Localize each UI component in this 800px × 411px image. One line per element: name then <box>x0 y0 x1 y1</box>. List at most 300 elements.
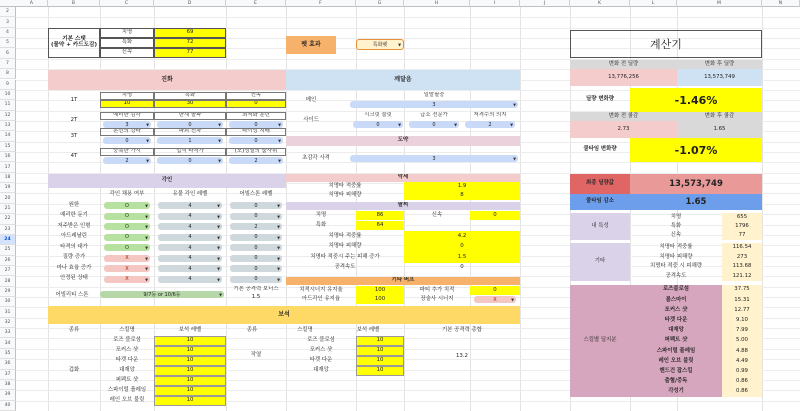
chevron-down-icon: ▼ <box>277 234 280 240</box>
chevron-down-icon: ▼ <box>145 245 148 250</box>
gem-level-value[interactable]: 10 <box>356 356 404 366</box>
buff-value[interactable]: 100 <box>356 286 404 295</box>
evolution-node-value: 2 <box>254 157 258 164</box>
row-header-30[interactable]: 30 <box>0 297 16 307</box>
chevron-down-icon: ▼ <box>146 122 149 127</box>
before-cool-label: 변화 전 쿨감 <box>570 112 677 121</box>
gem-level-value[interactable]: 10 <box>356 336 404 346</box>
relic-level-value: 4 <box>188 234 192 240</box>
skill-share-name: 레인 오브 불릿 <box>630 356 722 366</box>
etc-stat-value: 121.12 <box>722 272 762 282</box>
engraving-use-value: X <box>125 276 129 282</box>
bracelet-stat-label: 치명타 피해량 <box>328 243 362 250</box>
gem-level-value[interactable]: 10 <box>356 366 404 376</box>
engraving-use-value: O <box>125 213 129 219</box>
side-node-name: 시크릿 불릿 <box>364 112 392 119</box>
chevron-down-icon: ▼ <box>146 138 149 143</box>
evolution-node-select[interactable] <box>229 137 283 144</box>
evolution-node-name: (포)정열의 춤사위 <box>226 148 286 156</box>
relic-level-select[interactable] <box>158 202 222 209</box>
skill-share-name: 핸드건 잡스킬 <box>630 367 722 377</box>
main-node-select[interactable] <box>350 101 518 108</box>
row-header-26[interactable]: 26 <box>0 256 16 266</box>
bracelet-stat-value[interactable]: 0 <box>460 264 464 271</box>
row-header-6[interactable]: 6 <box>0 48 16 58</box>
chevron-down-icon: ▼ <box>217 203 220 208</box>
engraving-use-value: X <box>125 255 129 261</box>
row-header-3[interactable]: 3 <box>0 17 16 27</box>
evolution-node-select[interactable] <box>157 137 223 144</box>
my-stat-label: 신속 <box>670 231 682 238</box>
skill-share-name: 출혈/중독 <box>630 377 722 387</box>
row-header-13[interactable]: 13 <box>0 121 16 131</box>
evolution-node-select[interactable] <box>157 157 223 164</box>
gem-skill-name: 로즈 블로섬 <box>113 337 141 344</box>
row-header-34[interactable]: 34 <box>0 338 16 348</box>
gem-type-label: 겁화 <box>68 367 80 374</box>
gem-level-value[interactable]: 10 <box>154 396 226 406</box>
stone-level-select[interactable] <box>230 276 282 283</box>
bracelet-crit-value[interactable]: 86 <box>356 211 404 220</box>
chevron-down-icon: ▼ <box>217 213 220 219</box>
evolution-node-value: 1 <box>188 137 192 144</box>
skill-share-value: 12.77 <box>722 305 762 315</box>
etc-stat-label: 치명타 피해량 <box>659 253 693 260</box>
cooldown-reduction-label: 쿨타임 감소 <box>570 194 630 210</box>
accessory-stat-value[interactable]: 8 <box>404 191 520 200</box>
chevron-down-icon: ▼ <box>513 156 516 161</box>
stone-level-value: 0 <box>254 234 258 240</box>
evolution-node-select[interactable] <box>229 121 283 128</box>
engraving-use-select[interactable] <box>104 276 150 283</box>
row-header-27[interactable]: 27 <box>0 266 16 276</box>
engraving-use-value: O <box>125 234 129 240</box>
relic-level-select[interactable] <box>158 223 222 230</box>
stone-level-value: 0 <box>254 244 258 251</box>
gem-level-value[interactable]: 10 <box>154 336 226 346</box>
row-header-12[interactable]: 12 <box>0 111 16 121</box>
skill-share-value: 4.88 <box>722 346 762 356</box>
chevron-down-icon: ▼ <box>278 138 281 143</box>
gem-level-value[interactable]: 10 <box>154 386 226 396</box>
enlightenment-header: 깨달음 <box>286 70 520 90</box>
stone-level-select[interactable] <box>230 223 282 230</box>
my-stats-label: 내 특성 <box>570 213 630 240</box>
engraving-use-select[interactable] <box>104 265 150 272</box>
evolution-node-name: 파괴 전차 <box>154 128 226 136</box>
etc-stats-label: 기타 <box>570 243 630 281</box>
gem-column-header: 보석 레벨 <box>356 326 380 333</box>
row-header-14[interactable]: 14 <box>0 131 16 141</box>
evolution-node-name: 뭉툭한 가시 <box>100 148 154 156</box>
evolution-node-select[interactable] <box>103 137 151 144</box>
chevron-down-icon: ▼ <box>145 224 148 229</box>
row-header-24[interactable]: 24 <box>0 235 16 245</box>
row-header-8[interactable]: 8 <box>0 69 16 79</box>
evolution-node-name: 한계 돌파 <box>154 112 226 120</box>
main-node-name: 일발필중 <box>423 92 445 99</box>
leap-level-select[interactable] <box>350 155 518 162</box>
base-stat-value: 77 <box>154 48 226 58</box>
grid-line <box>762 7 763 411</box>
gem-column-header: 스킬명 <box>119 326 135 333</box>
column-header-i[interactable]: I <box>470 0 520 7</box>
engraving-name: 안정된 상태 <box>60 275 88 282</box>
chevron-down-icon: ▼ <box>145 203 148 208</box>
gem-total-value: 13.2 <box>455 352 468 359</box>
row-header-10[interactable]: 10 <box>0 90 16 100</box>
chevron-down-icon: ▼ <box>145 266 148 271</box>
evolution-node-value: 2 <box>125 157 129 164</box>
engraving-use-value: O <box>125 244 129 251</box>
evolution-node-name: 타이밍 지배 <box>226 128 286 136</box>
engraving-column-header: 각인 채용 여부 <box>109 190 145 197</box>
before-deal-value: 13,776,256 <box>570 69 677 86</box>
evolution-node-value: 0 <box>254 137 258 144</box>
bracelet-stat-value[interactable]: 1.5 <box>404 252 520 263</box>
chevron-down-icon: ▼ <box>277 276 280 282</box>
row-header-4[interactable]: 4 <box>0 28 16 38</box>
stone-level-select[interactable] <box>230 265 282 272</box>
engraving-column-header: 유물 각인 레벨 <box>172 190 208 197</box>
skill-share-name: 볼스마이 <box>630 295 722 305</box>
bracelet-stat-value[interactable]: 4.2 <box>404 231 520 242</box>
row-header-35[interactable]: 35 <box>0 349 16 359</box>
evolution-node-value: 3 <box>125 121 129 128</box>
chevron-down-icon: ▼ <box>454 122 457 127</box>
accessory-header: 악세 <box>286 174 520 182</box>
base-stat-label: 치명 <box>100 28 154 38</box>
gem-skill-name: 대재앙 <box>313 367 329 374</box>
skill-share-name: 대재앙 <box>630 326 722 336</box>
evolution-node-name: 신속 <box>226 92 286 100</box>
after-deal-label: 변화 후 딜량 <box>677 60 762 69</box>
engraving-use-value: O <box>125 202 129 209</box>
chevron-down-icon: ▼ <box>277 224 280 229</box>
skill-share-name: 타겟 다운 <box>630 316 722 326</box>
chevron-down-icon: ▼ <box>146 158 149 163</box>
my-stat-value: 655 <box>722 213 762 222</box>
tier-label: 4T <box>70 153 78 160</box>
chevron-down-icon: ▼ <box>513 102 516 107</box>
synergy-select[interactable] <box>474 296 516 303</box>
engraving-use-select[interactable] <box>104 223 150 230</box>
leap-header: 도약 <box>286 136 520 146</box>
gem-level-value[interactable]: 10 <box>154 356 226 366</box>
row-header-7[interactable]: 7 <box>0 59 16 69</box>
grid-line <box>520 7 521 411</box>
side-node-value: 0 <box>376 121 380 128</box>
etc-stat-value: 116.54 <box>722 243 762 253</box>
row-header-32[interactable]: 32 <box>0 318 16 328</box>
bracelet-spec-value[interactable]: 64 <box>356 221 404 230</box>
bracelet-stat-value[interactable]: 0 <box>404 242 520 253</box>
my-stat-label: 치명 <box>670 213 682 220</box>
skill-share-label: 스킬별 딜지분 <box>570 285 630 397</box>
chevron-down-icon: ▼ <box>217 245 220 250</box>
row-header-16[interactable]: 16 <box>0 152 16 162</box>
gem-total-label: 기본 공격력 총합 <box>442 326 482 333</box>
buff-value[interactable]: 0 <box>470 286 520 295</box>
column-header-b[interactable]: B <box>48 0 100 7</box>
evolution-node-value: 0 <box>188 121 192 128</box>
pet-effect-value: 특화펫 <box>372 42 388 48</box>
skill-share-name: 스파이럴 플레임 <box>630 346 722 356</box>
evolution-node-name: 예리한 감각 <box>100 112 154 120</box>
engraving-use-select[interactable] <box>104 234 150 241</box>
gem-column-header: 보석 레벨 <box>178 326 202 333</box>
cool-change-value: -1.07% <box>630 138 762 162</box>
final-deal-label: 최종 딜량값 <box>570 174 630 194</box>
chevron-down-icon: ▼ <box>217 255 220 261</box>
column-header-c[interactable]: C <box>100 0 154 7</box>
row-header-31[interactable]: 31 <box>0 307 16 317</box>
engraving-name: 질량 증가 <box>62 254 86 261</box>
column-header-f[interactable]: F <box>286 0 356 7</box>
chevron-down-icon: ▼ <box>145 213 148 219</box>
buff-label: 치적시너지 유지율 <box>299 286 343 293</box>
relic-level-value: 4 <box>188 276 192 282</box>
gem-column-header: 스킬명 <box>297 326 313 333</box>
relic-level-select[interactable] <box>158 255 222 262</box>
gem-level-value[interactable]: 10 <box>154 366 226 376</box>
etc-stat-label: 치명타 적중률 <box>659 244 693 251</box>
stone-level-select[interactable] <box>230 202 282 209</box>
engraving-name: 예리한 둔기 <box>60 212 88 219</box>
evolution-node-value[interactable]: 0 <box>226 100 286 108</box>
relic-level-value: 4 <box>188 202 192 209</box>
engraving-name: 아드레날린 <box>60 233 88 240</box>
evolution-node-value[interactable]: 10 <box>100 100 154 108</box>
leap-level-value: 3 <box>432 155 436 162</box>
evolution-node-name: 입식 타격가 <box>154 148 226 156</box>
gem-level-value[interactable]: 10 <box>356 346 404 356</box>
leap-label: 초감각 사격 <box>302 155 330 162</box>
bracelet-stat-label: 치명타 적중시 주는 피해 증가 <box>310 253 380 260</box>
engraving-use-select[interactable] <box>104 202 150 209</box>
stone-level-select[interactable] <box>230 244 282 251</box>
tier-label: 3T <box>70 133 78 140</box>
stone-level-select[interactable] <box>230 255 282 262</box>
skill-share-name: 포커스 샷 <box>630 305 722 315</box>
engraving-name: 마나 효율 증가 <box>56 264 92 271</box>
skill-share-value: 15.31 <box>722 295 762 305</box>
after-cool-label: 변화 후 쿨감 <box>677 112 762 121</box>
tier-label: 2T <box>70 117 78 124</box>
chevron-down-icon: ▼ <box>217 266 220 271</box>
evolution-node-name: 혼신의 강타 <box>100 128 154 136</box>
engraving-use-select[interactable] <box>104 213 150 220</box>
chevron-down-icon: ▼ <box>218 138 221 143</box>
evolution-node-value[interactable]: 30 <box>154 100 226 108</box>
evolution-header: 진화 <box>48 70 286 90</box>
gem-level-value[interactable]: 10 <box>154 376 226 386</box>
evolution-node-value: 0 <box>125 137 129 144</box>
ability-stone-value: 9/7등 or 10/6등 <box>143 292 181 298</box>
chevron-down-icon: ▼ <box>277 203 280 208</box>
column-header-e[interactable]: E <box>226 0 286 7</box>
column-header-h[interactable]: H <box>404 0 470 7</box>
bracelet-stat-label: 공격속도 <box>334 264 356 271</box>
gem-header: 보석 <box>48 306 520 324</box>
chevron-down-icon: ▼ <box>145 234 148 240</box>
evolution-node-select[interactable] <box>103 157 151 164</box>
accessory-stat-value[interactable]: 1.9 <box>404 182 520 191</box>
side-node-select[interactable] <box>353 121 403 128</box>
engraving-column-header: 어빌스톤 레벨 <box>239 190 273 197</box>
other-buff-header: 기타 버프 <box>286 277 520 285</box>
row-header-23[interactable]: 23 <box>0 225 16 235</box>
stone-level-select[interactable] <box>230 213 282 220</box>
my-stat-value: 77 <box>722 231 762 240</box>
row-header-18[interactable]: 18 <box>0 173 16 183</box>
stone-level-value: 0 <box>254 265 258 272</box>
evolution-node-select[interactable] <box>229 157 283 164</box>
chevron-down-icon: ▼ <box>278 158 281 163</box>
main-node-value: 3 <box>432 101 436 108</box>
row-header-17[interactable]: 17 <box>0 162 16 172</box>
evolution-node-value: 0 <box>188 157 192 164</box>
engraving-name: 원한 <box>68 201 80 208</box>
base-stat-value: 69 <box>154 28 226 38</box>
column-header-n[interactable]: N <box>762 0 800 7</box>
etc-stat-value: 273 <box>722 253 762 263</box>
row-header-20[interactable]: 20 <box>0 193 16 203</box>
relic-level-select[interactable] <box>158 234 222 241</box>
evolution-node-value: 0 <box>254 121 258 128</box>
after-deal-value: 13,573,749 <box>677 69 762 86</box>
chevron-down-icon: ▼ <box>218 158 221 163</box>
buff-label: 파티 추가 치적 <box>419 286 455 293</box>
row-header-11[interactable]: 11 <box>0 100 16 110</box>
skill-share-name: 로즈블로섬 <box>630 285 722 295</box>
base-stats-title: 기본 스탯 (물약 + 카드도감) <box>48 28 100 58</box>
row-header-9[interactable]: 9 <box>0 80 16 90</box>
chevron-down-icon: ▼ <box>277 266 280 271</box>
chevron-down-icon: ▼ <box>219 292 222 297</box>
stone-level-value: 0 <box>254 255 258 261</box>
relic-level-select[interactable] <box>158 265 222 272</box>
column-header-a[interactable]: A <box>16 0 48 7</box>
row-header-39[interactable]: 39 <box>0 390 16 400</box>
final-deal-value: 13,573,749 <box>630 174 762 194</box>
buff-label: 아드각인 유지율 <box>301 295 341 302</box>
skill-share-value: 7.99 <box>722 326 762 336</box>
row-header-21[interactable]: 21 <box>0 204 16 214</box>
row-header-15[interactable]: 15 <box>0 142 16 152</box>
column-header-d[interactable]: D <box>154 0 226 7</box>
chevron-down-icon: ▼ <box>277 213 280 219</box>
chevron-down-icon: ▼ <box>277 255 280 261</box>
ability-stone-select[interactable] <box>100 291 224 298</box>
row-header-22[interactable]: 22 <box>0 214 16 224</box>
side-node-select[interactable] <box>465 121 515 128</box>
bracelet-spec-label: 특화 <box>315 221 327 228</box>
column-header-g[interactable]: G <box>356 0 404 7</box>
column-header-j[interactable]: J <box>520 0 570 7</box>
engraving-name: 타격의 대가 <box>60 243 88 250</box>
row-header-33[interactable]: 33 <box>0 328 16 338</box>
buff-label: 장술사 시너지 <box>420 295 454 302</box>
relic-level-select[interactable] <box>158 244 222 251</box>
relic-level-select[interactable] <box>158 213 222 220</box>
buff-value[interactable]: 100 <box>356 295 404 304</box>
row-header-19[interactable]: 19 <box>0 183 16 193</box>
before-deal-label: 변화 전 딜량 <box>570 60 677 69</box>
bracelet-speed-value[interactable]: 0 <box>470 211 520 220</box>
my-stat-value: 1796 <box>722 222 762 231</box>
skill-share-value: 4.49 <box>722 356 762 366</box>
bracelet-speed-label: 신속 <box>431 211 443 218</box>
gem-level-value[interactable]: 10 <box>154 346 226 356</box>
row-header-36[interactable]: 36 <box>0 359 16 369</box>
stone-level-select[interactable] <box>230 234 282 241</box>
gem-column-header: 종류 <box>68 326 80 333</box>
skill-share-value: 0.86 <box>722 387 762 397</box>
relic-level-value: 4 <box>188 223 192 230</box>
side-node-name: 저격수의 의지 <box>473 112 507 119</box>
row-header-25[interactable]: 25 <box>0 245 16 255</box>
gem-skill-name: 대재앙 <box>119 367 135 374</box>
stone-level-value: 2 <box>254 223 258 230</box>
side-node-name: 급소 전문가 <box>420 112 448 119</box>
column-header-k[interactable]: K <box>570 0 630 7</box>
row-header-40[interactable]: 40 <box>0 401 16 411</box>
gem-skill-name: 스파이럴 플레임 <box>107 387 147 394</box>
side-node-value: 2 <box>488 121 492 128</box>
chevron-down-icon: ▼ <box>217 276 220 282</box>
row-header-37[interactable]: 37 <box>0 370 16 380</box>
column-header-m[interactable]: M <box>677 0 762 7</box>
chevron-down-icon: ▼ <box>277 245 280 250</box>
chevron-down-icon: ▼ <box>398 122 401 127</box>
chevron-down-icon: ▼ <box>145 255 148 261</box>
chevron-down-icon: ▼ <box>145 276 148 282</box>
pet-effect-label: 펫 효과 <box>286 36 336 54</box>
row-header-2[interactable]: 2 <box>0 7 16 17</box>
stone-level-value: 0 <box>254 202 258 209</box>
skill-share-value: 0.86 <box>722 377 762 387</box>
engraving-use-select[interactable] <box>104 244 150 251</box>
skill-share-value: 5.00 <box>722 336 762 346</box>
stone-level-value: 0 <box>254 276 258 282</box>
engraving-use-select[interactable] <box>104 255 150 262</box>
evolution-node-select[interactable] <box>103 121 151 128</box>
engraving-name: 저주받은 인형 <box>57 222 91 229</box>
row-header-28[interactable]: 28 <box>0 276 16 286</box>
etc-stat-value: 113.68 <box>722 262 762 272</box>
chevron-down-icon: ▼ <box>217 234 220 240</box>
engraving-use-value: O <box>125 223 129 230</box>
evolution-node-select[interactable] <box>157 121 223 128</box>
relic-level-value: 4 <box>188 255 192 261</box>
pet-effect-select[interactable] <box>356 39 404 50</box>
row-header-5[interactable]: 5 <box>0 38 16 48</box>
row-header-29[interactable]: 29 <box>0 287 16 297</box>
column-header-l[interactable]: L <box>630 0 677 7</box>
relic-level-select[interactable] <box>158 276 222 283</box>
chevron-down-icon: ▼ <box>511 297 514 302</box>
chevron-down-icon: ▼ <box>278 122 281 127</box>
chevron-down-icon: ▼ <box>510 122 513 127</box>
bracelet-stat-label: 치명타 적중률 <box>328 232 362 239</box>
gem-type-label: 작열 <box>250 352 262 359</box>
side-node-select[interactable] <box>409 121 459 128</box>
accessory-stat-label: 치명타 적중률 <box>328 182 362 189</box>
deal-change-value: -1.46% <box>630 88 762 112</box>
evolution-node-name: 특화 <box>154 92 226 100</box>
row-header-38[interactable]: 38 <box>0 380 16 390</box>
